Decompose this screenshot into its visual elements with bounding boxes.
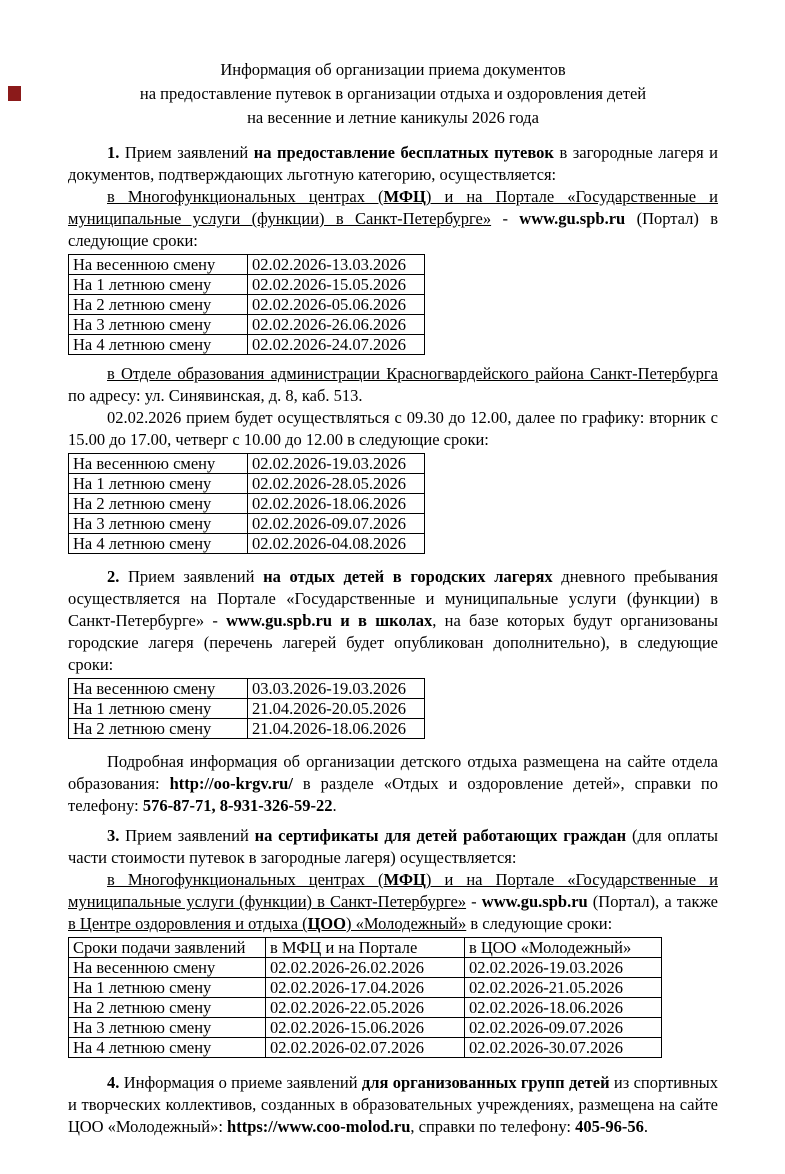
table-cell: 02.02.2026-26.06.2026 bbox=[248, 315, 425, 335]
text-run: в загородные лагеря и документов, подтверждающих льготную категорию, осуществляется: bbox=[68, 143, 719, 184]
table-header-row bbox=[69, 938, 662, 958]
table-cell: 02.02.2026-19.03.2026 bbox=[248, 454, 425, 474]
table-cell: На 4 летнюю смену bbox=[69, 534, 248, 554]
terms-table-otdel bbox=[68, 453, 425, 554]
table-row bbox=[69, 494, 425, 514]
table-cell: 21.04.2026-18.06.2026 bbox=[248, 719, 425, 739]
terms-table-city-camps bbox=[68, 678, 425, 739]
paragraph-otdel-schedule bbox=[68, 407, 718, 451]
text-run: 02.02.2026 прием будет осуществляться с 09.30 до 12.00, далее по графику: вторник с 15.00 до 17.00, четверг с 10.00 до 12.00 в следующие сроки: bbox=[68, 408, 718, 449]
table-cell: На 4 летнюю смену bbox=[69, 335, 248, 355]
title-line-3: на весенние и летние каникулы 2026 года bbox=[247, 108, 539, 127]
terms-table-certificates bbox=[68, 937, 662, 1058]
table-row bbox=[69, 295, 425, 315]
table-row bbox=[69, 275, 425, 295]
text-run: из спортивных и творческих коллективов, созданных в образовательных учреждениях, размещена на сайте ЦОО «Молодежный»: bbox=[68, 1073, 719, 1136]
paragraph-1-intro bbox=[68, 142, 718, 186]
table-cell: На 2 летнюю смену bbox=[69, 719, 248, 739]
table-row bbox=[69, 1038, 662, 1058]
paragraph-3-channels bbox=[68, 869, 718, 935]
text-run: Прием заявлений bbox=[124, 143, 254, 162]
text-run: www.gu.spb.ru bbox=[519, 209, 626, 228]
terms-table-countryside-mfc bbox=[68, 254, 425, 355]
text-run: в следующие сроки: bbox=[466, 914, 613, 933]
text-run: . bbox=[332, 796, 337, 815]
section-1-text bbox=[68, 142, 718, 252]
section-info-text bbox=[68, 751, 718, 817]
table-row bbox=[69, 454, 425, 474]
table-cell: На 3 летнюю смену bbox=[69, 315, 248, 335]
table-cell: На 1 летнюю смену bbox=[69, 275, 248, 295]
text-run: в Многофункциональных центрах ( bbox=[107, 870, 384, 889]
text-run: для организованных групп детей bbox=[361, 1073, 610, 1092]
text-run: 3. bbox=[107, 826, 126, 845]
text-run: МФЦ bbox=[383, 870, 426, 889]
table-row bbox=[69, 679, 425, 699]
text-run: в Отделе образования администрации Красногвардейского района Санкт-Петербурга bbox=[107, 364, 718, 383]
table-row bbox=[69, 534, 425, 554]
table-cell: 02.02.2026-26.02.2026 bbox=[266, 958, 465, 978]
table-row bbox=[69, 719, 425, 739]
table-cell: На 4 летнюю смену bbox=[69, 1038, 266, 1058]
table-row bbox=[69, 998, 662, 1018]
table-cell: 02.02.2026-19.03.2026 bbox=[465, 958, 662, 978]
text-run: www.gu.spb.ru bbox=[481, 892, 588, 911]
table-cell: На 2 летнюю смену bbox=[69, 494, 248, 514]
table-cell: 02.02.2026-09.07.2026 bbox=[248, 514, 425, 534]
table-cell: На 3 летнюю смену bbox=[69, 514, 248, 534]
section-otdel-text bbox=[68, 363, 718, 451]
text-run: www.gu.spb.ru и в школах bbox=[226, 611, 433, 630]
text-run: 1. bbox=[107, 143, 125, 162]
paragraph-2 bbox=[68, 566, 718, 676]
table-cell: 02.02.2026-18.06.2026 bbox=[465, 998, 662, 1018]
text-run: МФЦ bbox=[383, 187, 426, 206]
text-run: ) и на Портале «Государственные и муниципальные услуги (функции) в Санкт-Петербурге» bbox=[68, 870, 719, 911]
section-4-text bbox=[68, 1072, 718, 1138]
table-header-cell: Сроки подачи заявлений bbox=[69, 938, 266, 958]
table-cell: На 2 летнюю смену bbox=[69, 295, 248, 315]
text-run: http://oo-krgv.ru/ bbox=[169, 774, 293, 793]
text-run: в разделе «Отдых и оздоровление детей», справки по телефону: bbox=[68, 774, 718, 815]
table-header-cell: в МФЦ и на Портале bbox=[266, 938, 465, 958]
text-run: ) «Молодежный» bbox=[345, 914, 467, 933]
text-run: 2. bbox=[107, 567, 129, 586]
table-cell: На весеннюю смену bbox=[69, 454, 248, 474]
document-page bbox=[0, 58, 785, 1174]
table-row bbox=[69, 335, 425, 355]
text-run: (Портал), а также bbox=[587, 892, 719, 911]
text-run: - bbox=[466, 892, 482, 911]
table-cell: На 1 летнюю смену bbox=[69, 978, 266, 998]
table-cell: На 2 летнюю смену bbox=[69, 998, 266, 1018]
text-run: на сертификаты для детей работающих граждан bbox=[254, 826, 627, 845]
text-run: Прием заявлений bbox=[128, 567, 264, 586]
table-cell: На 1 летнюю смену bbox=[69, 699, 248, 719]
table-cell: 02.02.2026-13.03.2026 bbox=[248, 255, 425, 275]
text-run: в Многофункциональных центрах ( bbox=[107, 187, 384, 206]
table-cell: На весеннюю смену bbox=[69, 958, 266, 978]
table-cell: 02.02.2026-15.06.2026 bbox=[266, 1018, 465, 1038]
text-run: Информация о приеме заявлений bbox=[123, 1073, 362, 1092]
table-row bbox=[69, 255, 425, 275]
table-row bbox=[69, 315, 425, 335]
table-row bbox=[69, 958, 662, 978]
table-cell: На 3 летнюю смену bbox=[69, 1018, 266, 1038]
table-cell: 02.02.2026-15.05.2026 bbox=[248, 275, 425, 295]
table-cell: 02.02.2026-30.07.2026 bbox=[465, 1038, 662, 1058]
text-run: , на базе которых будут организованы городские лагеря (перечень лагерей будет опубликован дополнительно), в следующие сроки: bbox=[68, 611, 719, 674]
page-title bbox=[68, 58, 718, 130]
text-run: (для оплаты части стоимости путевок в загородные лагеря) осуществляется: bbox=[68, 826, 718, 867]
table-cell: На весеннюю смену bbox=[69, 255, 248, 275]
paragraph-otdel-address bbox=[68, 363, 718, 407]
red-marker-icon bbox=[8, 86, 21, 101]
paragraph-3-intro bbox=[68, 825, 718, 869]
text-run: на предоставление бесплатных путевок bbox=[253, 143, 554, 162]
table-row bbox=[69, 699, 425, 719]
table-cell: 02.02.2026-02.07.2026 bbox=[266, 1038, 465, 1058]
text-run: ЦОО bbox=[307, 914, 346, 933]
table-cell: 02.02.2026-09.07.2026 bbox=[465, 1018, 662, 1038]
paragraph-4 bbox=[68, 1072, 718, 1138]
text-run: Прием заявлений bbox=[125, 826, 255, 845]
table-cell: 02.02.2026-05.06.2026 bbox=[248, 295, 425, 315]
table-cell: На 1 летнюю смену bbox=[69, 474, 248, 494]
table-row bbox=[69, 978, 662, 998]
table-cell: 21.04.2026-20.05.2026 bbox=[248, 699, 425, 719]
text-run: , справки по телефону: bbox=[410, 1117, 576, 1136]
document-body bbox=[68, 58, 718, 1138]
table-cell: 02.02.2026-28.05.2026 bbox=[248, 474, 425, 494]
text-run: - bbox=[491, 209, 520, 228]
text-run: 576-87-71, 8-931-326-59-22 bbox=[142, 796, 333, 815]
text-run: по адресу: ул. Синявинская, д. 8, каб. 513. bbox=[68, 386, 363, 405]
text-run: (Портал) в следующие сроки: bbox=[68, 209, 719, 250]
table-row bbox=[69, 1018, 662, 1038]
paragraph-info bbox=[68, 751, 718, 817]
text-run: ) и на Портале «Государственные и муниципальные услуги (функции) в Санкт-Петербурге» bbox=[68, 187, 719, 228]
table-header-cell: в ЦОО «Молодежный» bbox=[465, 938, 662, 958]
table-row bbox=[69, 514, 425, 534]
text-run: 405-96-56 bbox=[575, 1117, 644, 1136]
table-cell: 02.02.2026-24.07.2026 bbox=[248, 335, 425, 355]
text-run: дневного пребывания осуществляется на Портале «Государственные и муниципальные услуги (функции) в Санкт-Петербурге» - bbox=[68, 567, 718, 630]
text-run: . bbox=[643, 1117, 649, 1136]
table-row bbox=[69, 474, 425, 494]
table-cell: 02.02.2026-22.05.2026 bbox=[266, 998, 465, 1018]
section-2-text bbox=[68, 566, 718, 676]
table-cell: 03.03.2026-19.03.2026 bbox=[248, 679, 425, 699]
paragraph-1-channels bbox=[68, 186, 718, 252]
section-3-text bbox=[68, 825, 718, 935]
text-run: на отдых детей в городских лагерях bbox=[263, 567, 553, 586]
text-run: Подробная информация об организации детского отдыха размещена на сайте отдела образования: bbox=[68, 752, 718, 793]
text-run: 4. bbox=[107, 1073, 124, 1092]
text-run: в Центре оздоровления и отдыха ( bbox=[68, 914, 308, 933]
table-cell: 02.02.2026-18.06.2026 bbox=[248, 494, 425, 514]
table-cell: 02.02.2026-21.05.2026 bbox=[465, 978, 662, 998]
title-line-2: на предоставление путевок в организации отдыха и оздоровления детей bbox=[139, 84, 647, 103]
table-cell: На весеннюю смену bbox=[69, 679, 248, 699]
table-cell: 02.02.2026-04.08.2026 bbox=[248, 534, 425, 554]
title-line-1: Информация об организации приема документов bbox=[220, 60, 566, 79]
text-run: https://www.coo-molod.ru bbox=[227, 1117, 411, 1136]
table-cell: 02.02.2026-17.04.2026 bbox=[266, 978, 465, 998]
